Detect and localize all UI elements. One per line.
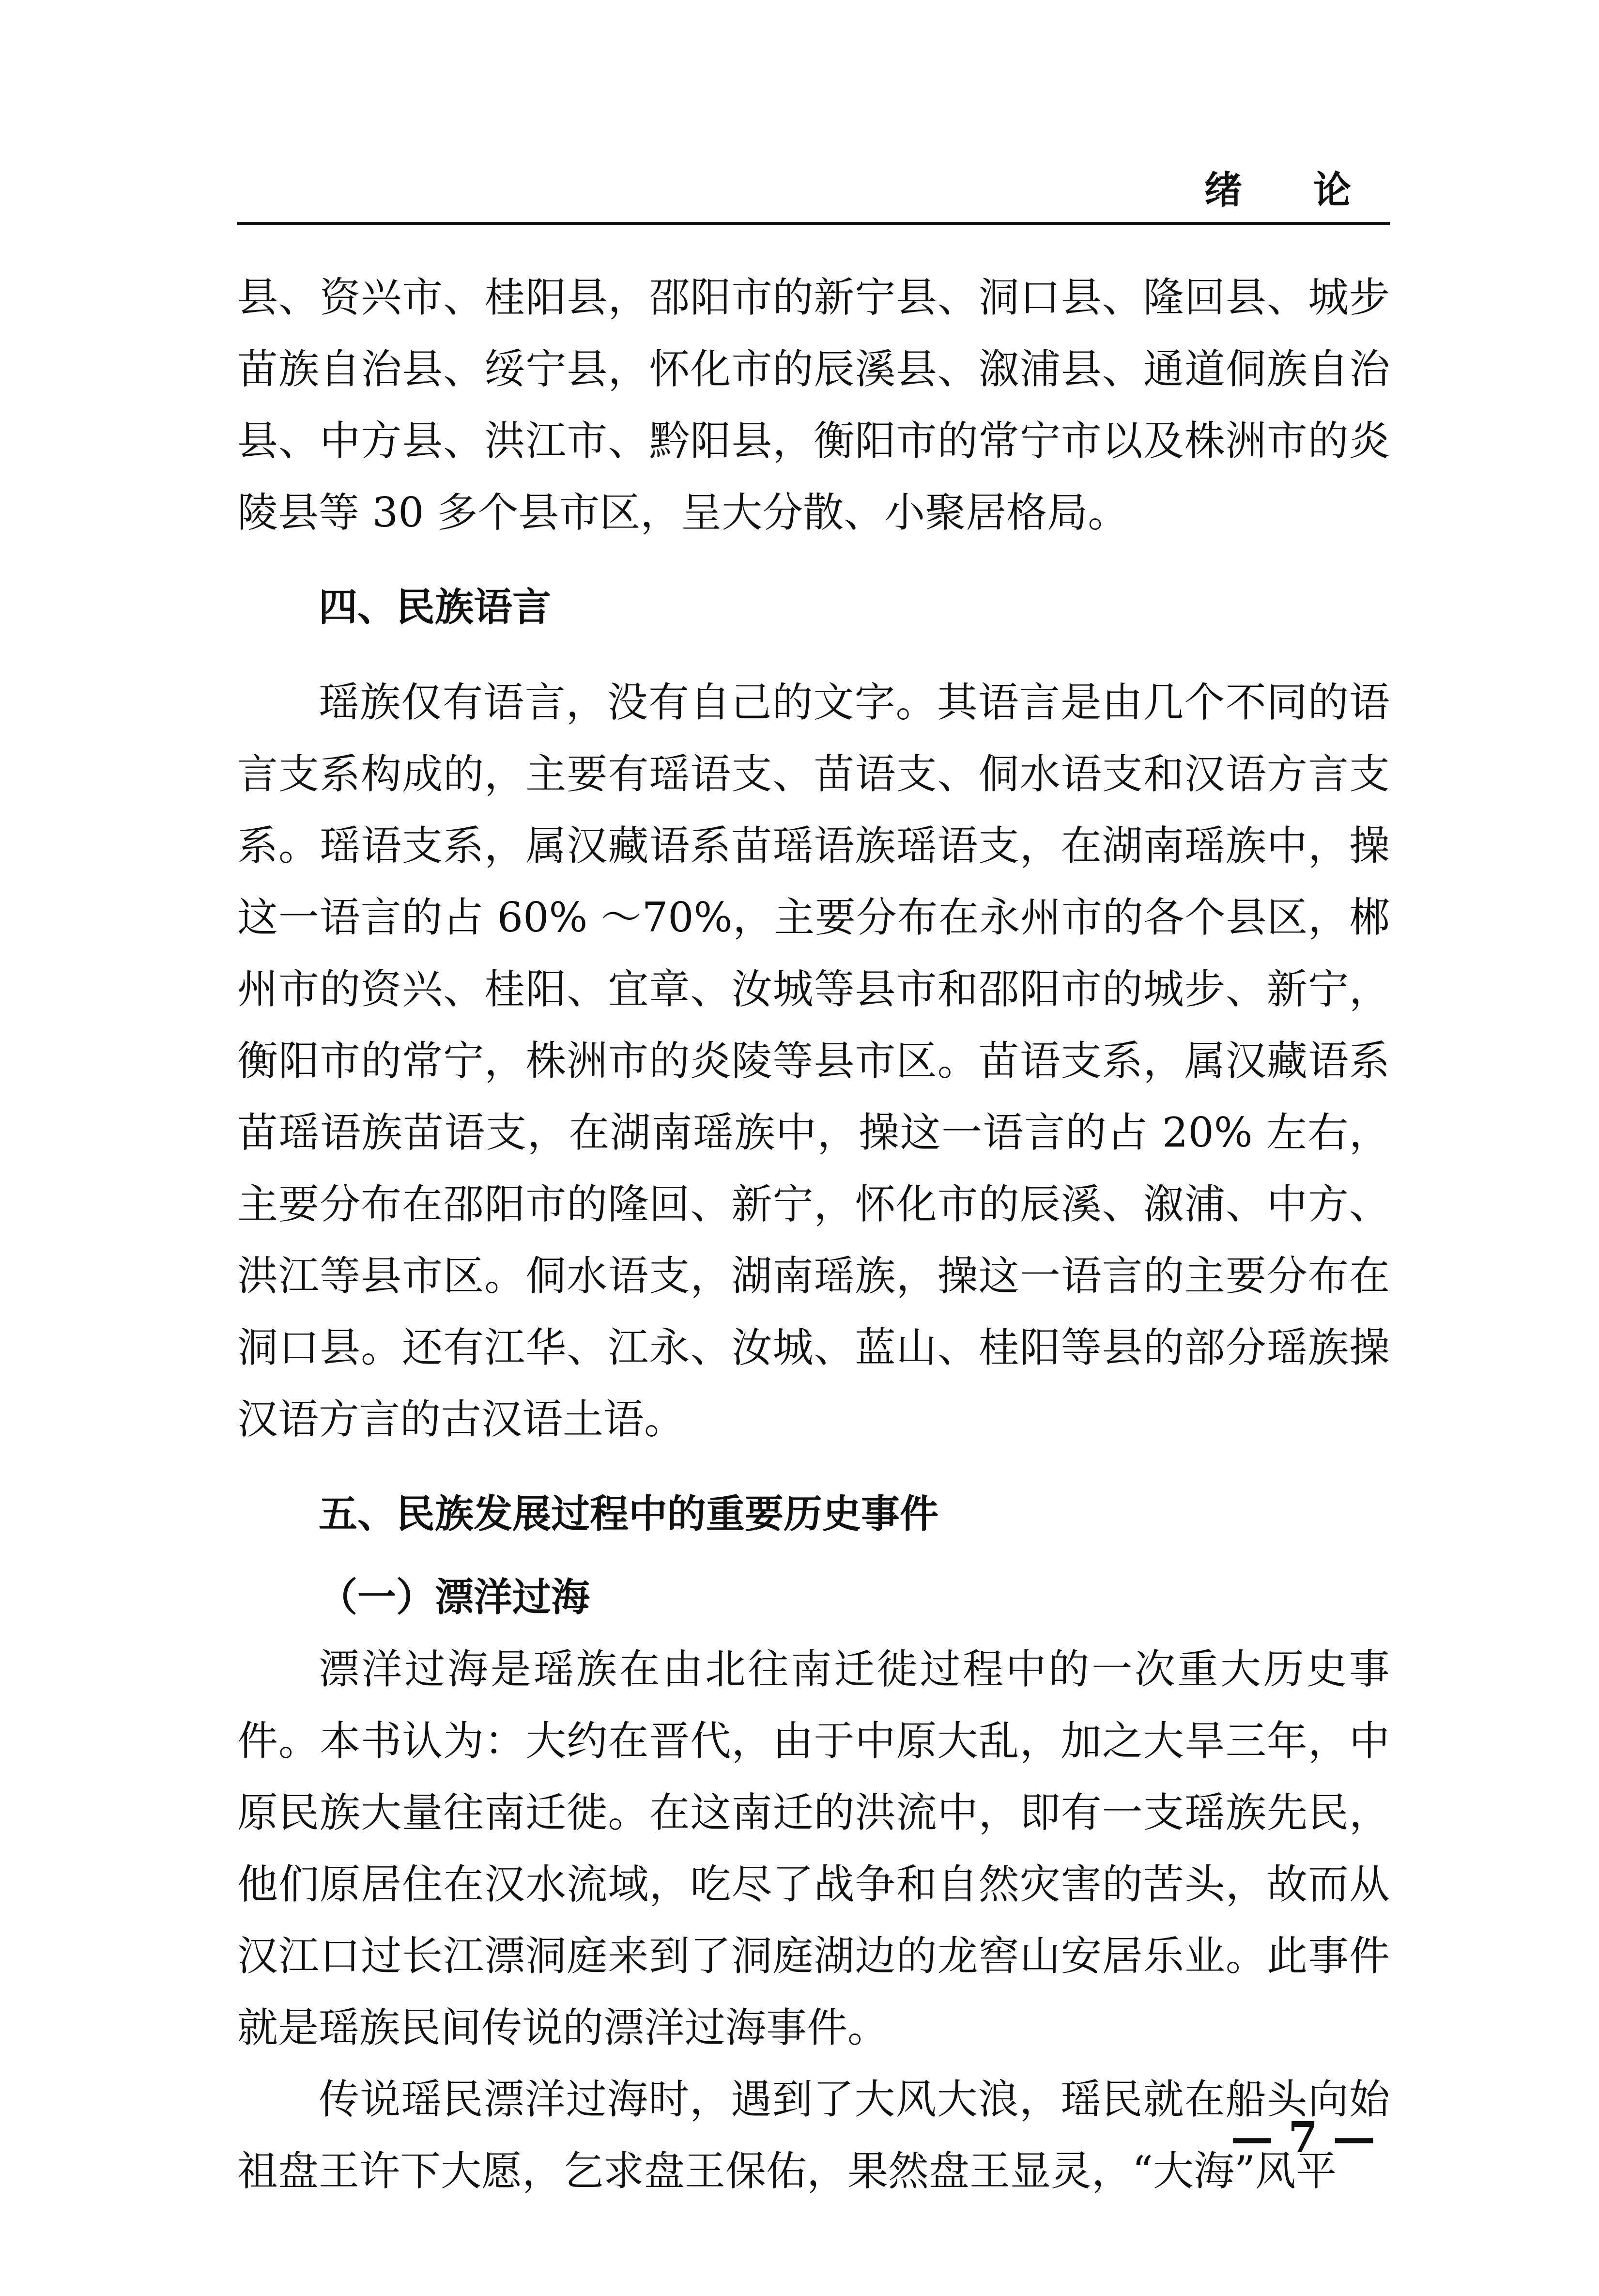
header-rule bbox=[237, 222, 1390, 225]
page-number: — 7 — bbox=[1230, 2112, 1375, 2162]
section-heading-5: 五、民族发展过程中的重要历史事件 bbox=[319, 1491, 938, 1536]
paragraph-continued: 县、资兴市、桂阳县，邵阳市的新宁县、洞口县、隆回县、城步苗族自治县、绥宁县，怀化市的辰溪县、溆浦县、通道侗族自治县、中方县、洪江市、黔阳县，衡阳市的常宁市以及株洲市的炎陵县等 30 多个县市区，呈大分散、小聚居格局。 bbox=[237, 274, 1390, 536]
paragraph-language: 瑶族仅有语言，没有自己的文字。其语言是由几个不同的语言支系构成的，主要有瑶语支、苗语支、侗水语支和汉语方言支系。瑶语支系，属汉藏语系苗瑶语族瑶语支，在湖南瑶族中，操这一语言的占 60% ～70%，主要分布在永州市的各个县区，郴州市的资兴、桂阳、宜章、汝城等县市和邵阳市的城步、新宁，衡阳市的常宁，株洲市的炎陵等县市区。苗语支系，属汉藏语系苗瑶语族苗语支，在湖南瑶族中，操这一语言的占 20% 左右，主要分布在邵阳市的隆回、新宁，怀化市的辰溪、溆浦、中方、洪江等县市区。侗水语支，湖南瑶族，操这一语言的主要分布在洞口县。还有江华、江永、汝城、蓝山、桂阳等县的部分瑶族操汉语方言的古汉语土语。 bbox=[237, 679, 1390, 1443]
running-header: 绪 论 bbox=[1204, 169, 1380, 212]
subsection-heading-1: （一）漂洋过海 bbox=[319, 1575, 590, 1620]
paragraph-legend: 传说瑶民漂洋过海时，遇到了大风大浪，瑶民就在船头向始祖盘王许下大愿，乞求盘王保佑，果然盘王显灵，“大海”风平 bbox=[237, 2076, 1390, 2195]
book-page bbox=[237, 0, 1390, 2296]
paragraph-crossing-sea: 漂洋过海是瑶族在由北往南迁徙过程中的一次重大历史事件。本书认为：大约在晋代，由于中原大乱，加之大旱三年，中原民族大量往南迁徙。在这南迁的洪流中，即有一支瑶族先民，他们原居住在汉水流域，吃尽了战争和自然灾害的苦头，故而从汉江口过长江漂洞庭来到了洞庭湖边的龙窖山安居乐业。此事件就是瑶族民间传说的漂洋过海事件。 bbox=[237, 1645, 1390, 2051]
body-text bbox=[237, 262, 1390, 2207]
section-heading-4: 四、民族语言 bbox=[319, 585, 551, 630]
